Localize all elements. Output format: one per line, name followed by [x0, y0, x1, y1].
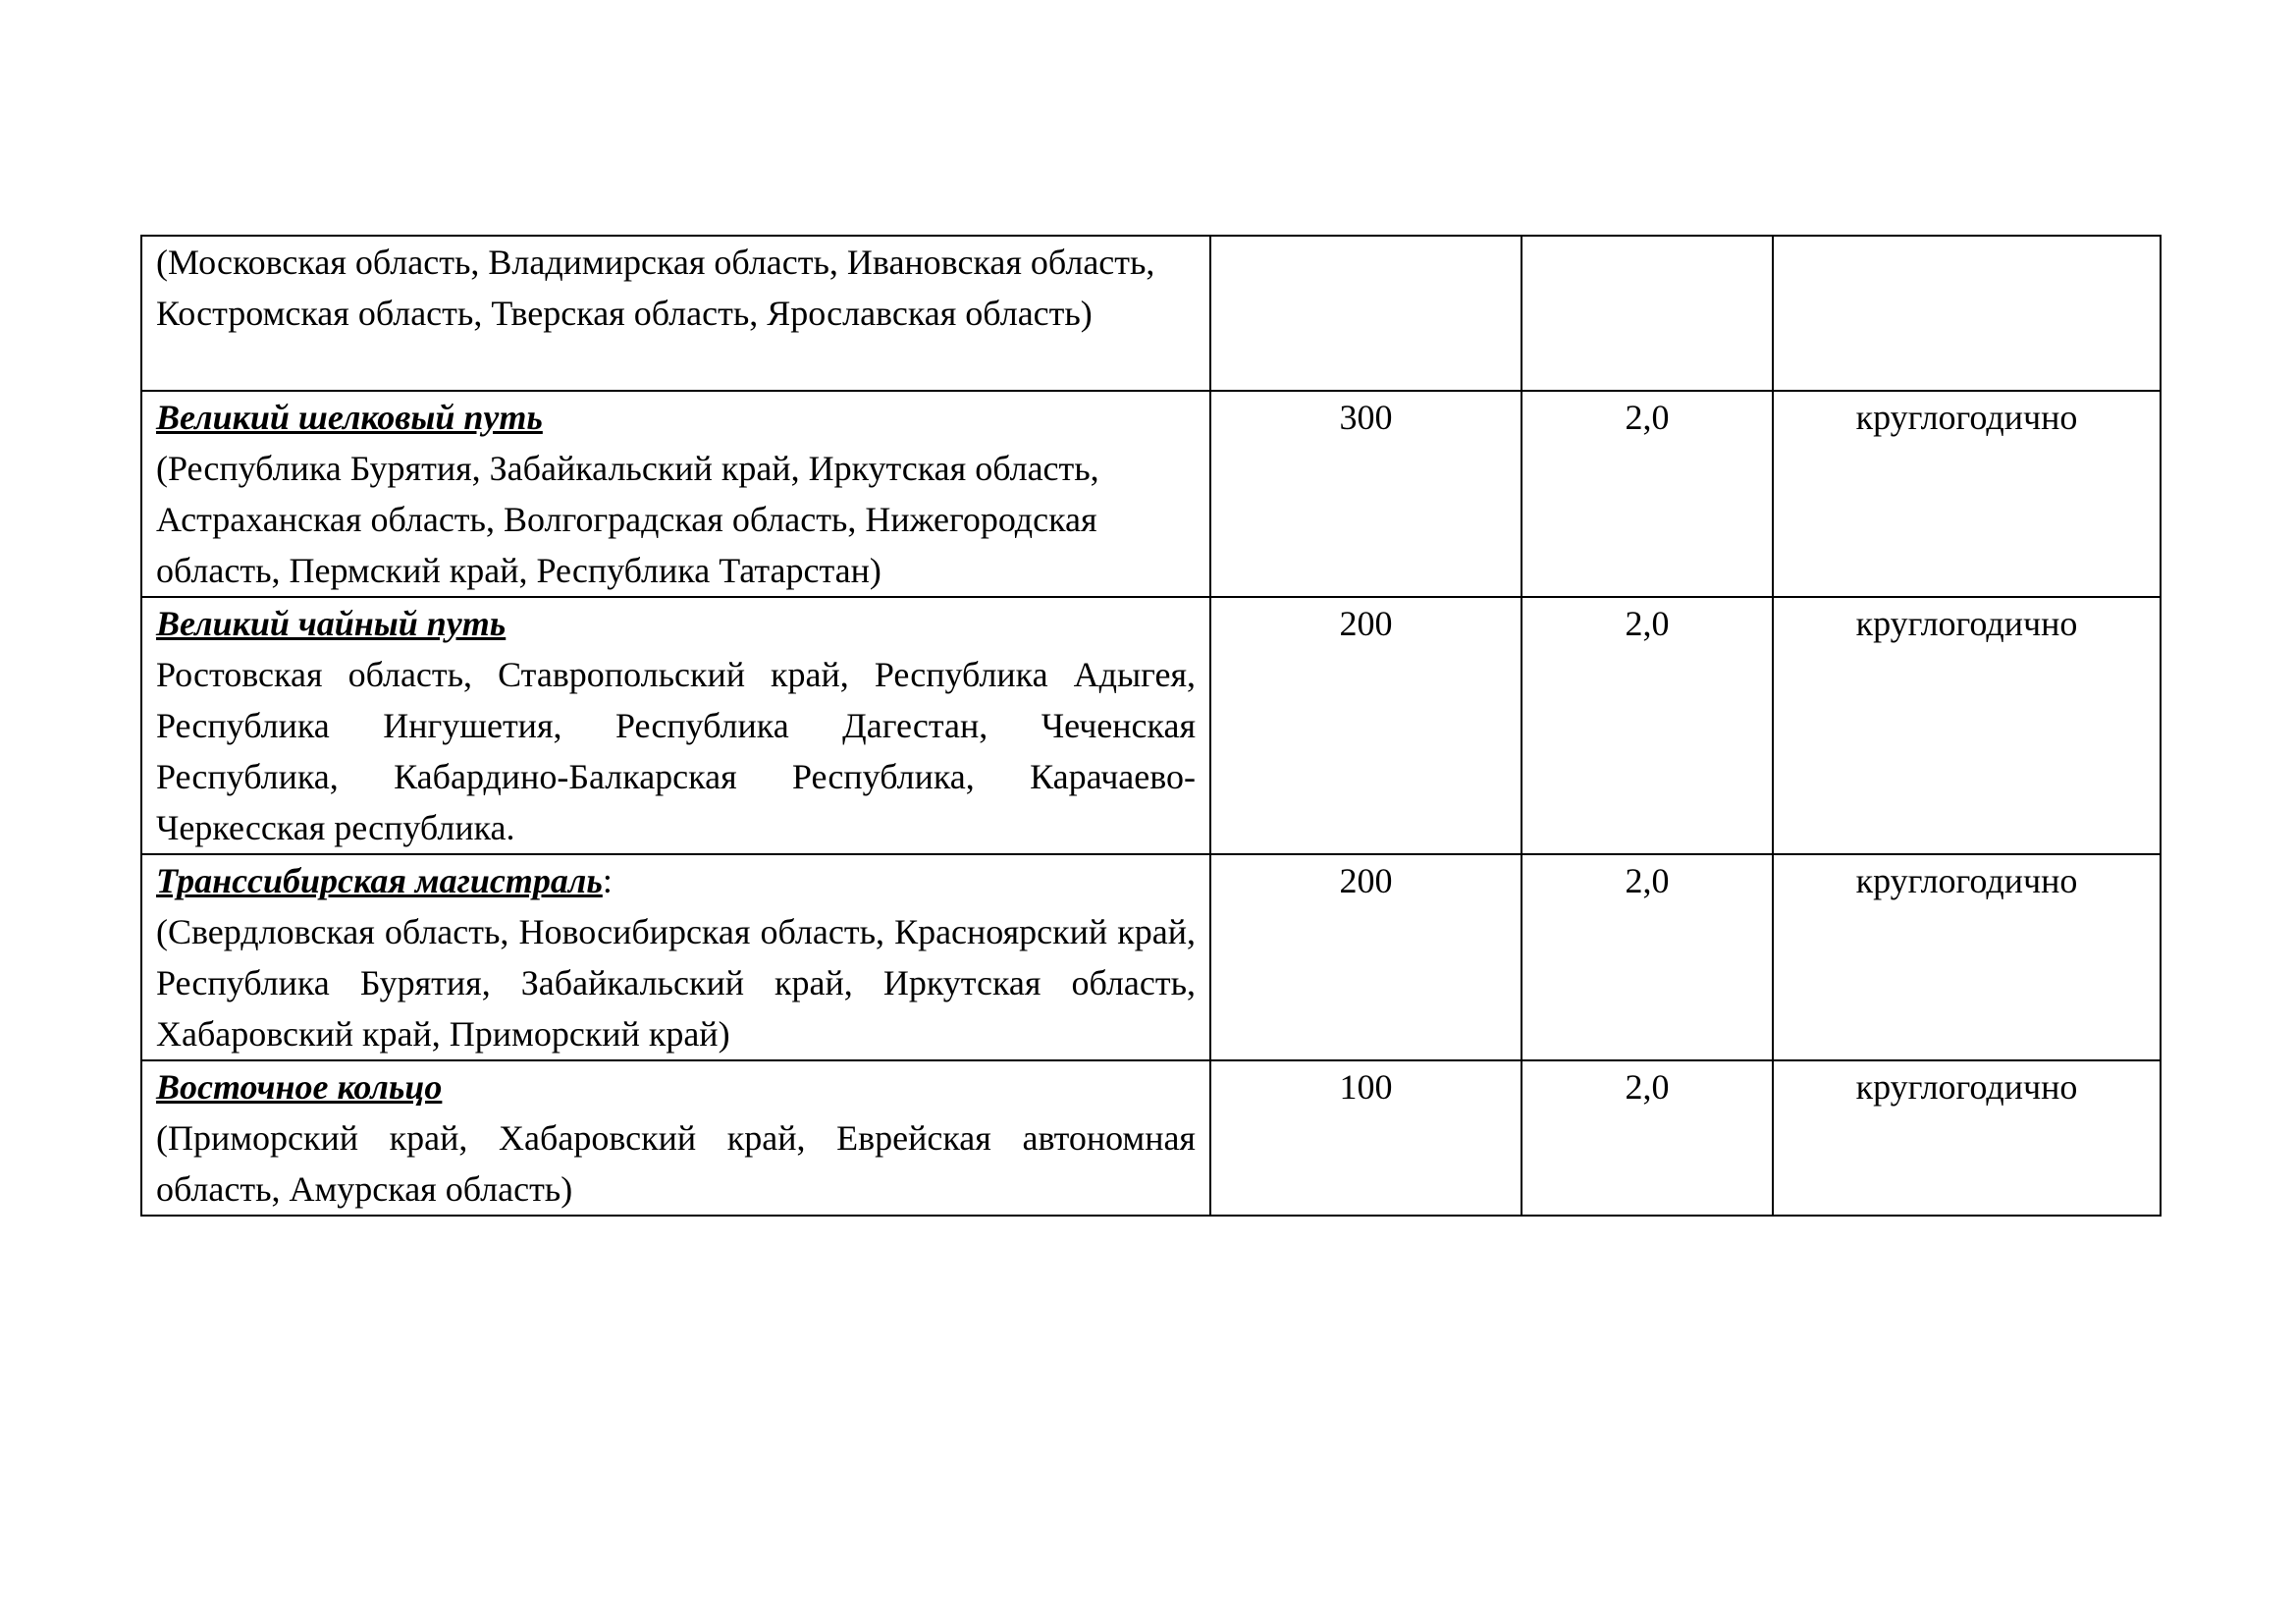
table-row	[141, 1060, 2161, 1216]
table-row	[141, 391, 2161, 597]
value-cell-2: 2,0	[1522, 1060, 1773, 1216]
value-cell-2: 2,0	[1522, 597, 1773, 854]
table-row	[141, 236, 2161, 391]
route-cell	[141, 1060, 1210, 1216]
table-row	[141, 597, 2161, 854]
route-title: Великий шелковый путь	[156, 398, 543, 437]
route-heading	[156, 392, 1196, 443]
value-cell-2: 2,0	[1522, 391, 1773, 597]
route-heading	[156, 1061, 1196, 1112]
route-regions: (Республика Бурятия, Забайкальский край, Иркутская область, Астраханская область, Волгоградская область, Нижегородская область, Пермский край, Республика Татарстан)	[156, 449, 1099, 590]
value-cell-1	[1210, 236, 1522, 391]
route-heading	[156, 855, 1196, 906]
routes-table	[140, 235, 2162, 1217]
route-heading	[156, 598, 1196, 649]
route-cell	[141, 391, 1210, 597]
value-cell-1: 300	[1210, 391, 1522, 597]
route-regions: (Приморский край, Хабаровский край, Еврейская автономная область, Амурская область)	[156, 1118, 1196, 1209]
route-title-suffix: :	[602, 861, 613, 900]
table-row	[141, 854, 2161, 1060]
route-regions: (Московская область, Владимирская область, Ивановская область, Костромская область, Тверская область, Ярославская область)	[156, 243, 1155, 333]
route-regions: Ростовская область, Ставропольский край, Республика Адыгея, Республика Ингушетия, Республика Дагестан, Чеченская Республика, Кабардино-Балкарская Республика, Карачаево-Черкесская республика.	[156, 655, 1196, 847]
value-cell-2	[1522, 236, 1773, 391]
route-regions: (Свердловская область, Новосибирская область, Красноярский край, Республика Бурятия, Забайкальский край, Иркутская область, Хабаровский край, Приморский край)	[156, 912, 1196, 1054]
value-cell-1: 200	[1210, 854, 1522, 1060]
route-title: Великий чайный путь	[156, 604, 507, 643]
value-cell-2: 2,0	[1522, 854, 1773, 1060]
value-cell-1: 100	[1210, 1060, 1522, 1216]
route-title: Восточное кольцо	[156, 1067, 443, 1107]
season-cell	[1773, 236, 2161, 391]
route-title: Транссибирская магистраль	[156, 861, 603, 900]
route-cell	[141, 236, 1210, 391]
season-cell: круглогодично	[1773, 1060, 2161, 1216]
season-cell: круглогодично	[1773, 597, 2161, 854]
season-cell: круглогодично	[1773, 391, 2161, 597]
season-cell: круглогодично	[1773, 854, 2161, 1060]
route-cell	[141, 597, 1210, 854]
route-cell	[141, 854, 1210, 1060]
value-cell-1: 200	[1210, 597, 1522, 854]
